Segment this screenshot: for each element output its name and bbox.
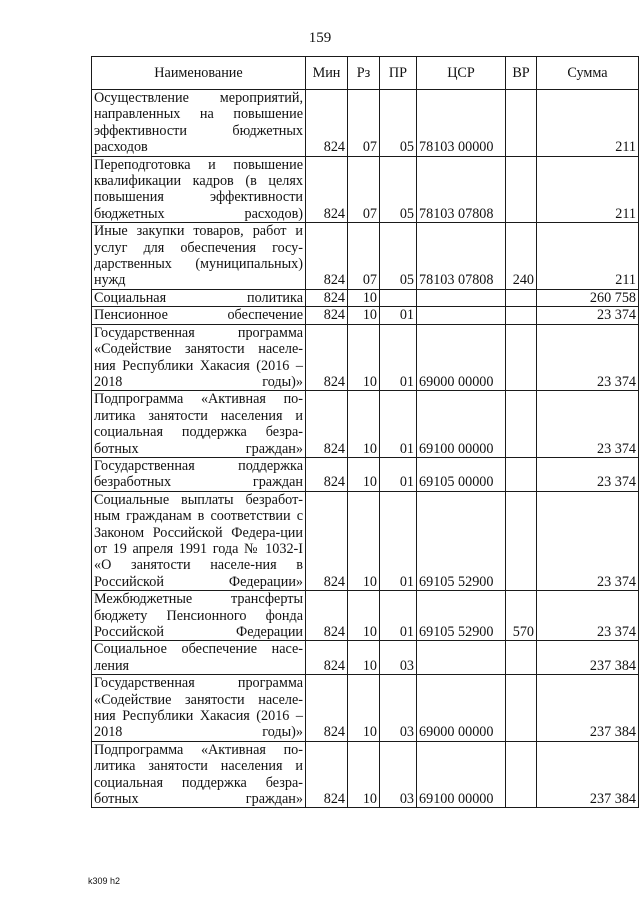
row-sum: 211 <box>537 223 639 290</box>
table-row <box>92 324 639 391</box>
row-vr <box>506 307 537 324</box>
row-sum: 211 <box>537 90 639 157</box>
row-pr: 03 <box>380 741 417 808</box>
row-vr <box>506 90 537 157</box>
row-rz: 10 <box>348 591 380 641</box>
row-csr <box>417 307 506 324</box>
row-csr: 69105 52900 <box>417 491 506 590</box>
row-pr: 05 <box>380 156 417 223</box>
row-name: Иные закупки товаров, работ и услуг для обеспечения госу-дарственных (муниципальных) нужд <box>92 223 306 290</box>
row-pr: 01 <box>380 324 417 391</box>
header-name: Наименование <box>92 57 306 90</box>
row-rz: 10 <box>348 391 380 458</box>
row-name: Социальная политика <box>92 289 306 306</box>
row-vr: 240 <box>506 223 537 290</box>
row-name: Межбюджетные трансферты бюджету Пенсионного фонда Российской Федерации <box>92 591 306 641</box>
row-rz: 10 <box>348 307 380 324</box>
header-min: Мин <box>306 57 348 90</box>
table-row <box>92 307 639 324</box>
table-row <box>92 457 639 491</box>
row-csr: 69100 00000 <box>417 391 506 458</box>
row-min: 824 <box>306 591 348 641</box>
row-vr <box>506 491 537 590</box>
row-csr: 69105 00000 <box>417 457 506 491</box>
row-pr: 01 <box>380 391 417 458</box>
page-number: 159 <box>308 30 332 46</box>
row-vr <box>506 391 537 458</box>
row-vr <box>506 156 537 223</box>
table-body <box>92 90 639 808</box>
row-pr: 01 <box>380 457 417 491</box>
row-min: 824 <box>306 289 348 306</box>
row-rz: 07 <box>348 156 380 223</box>
row-name: Подпрограмма «Активная по-литика занятости населения и социальная поддержка безра-ботных граждан» <box>92 391 306 458</box>
row-vr <box>506 741 537 808</box>
row-csr: 69000 00000 <box>417 324 506 391</box>
row-rz: 10 <box>348 324 380 391</box>
row-csr: 78103 07808 <box>417 223 506 290</box>
table-header-row <box>92 57 639 90</box>
row-vr: 570 <box>506 591 537 641</box>
row-sum: 23 374 <box>537 324 639 391</box>
row-min: 824 <box>306 223 348 290</box>
row-sum: 23 374 <box>537 307 639 324</box>
row-sum: 260 758 <box>537 289 639 306</box>
row-name: Государственная поддержка безработных граждан <box>92 457 306 491</box>
row-min: 824 <box>306 307 348 324</box>
table-row <box>92 491 639 590</box>
row-min: 824 <box>306 491 348 590</box>
row-csr: 78103 07808 <box>417 156 506 223</box>
row-csr <box>417 641 506 675</box>
footer-code: k309 h2 <box>88 876 121 886</box>
row-sum: 23 374 <box>537 491 639 590</box>
row-csr: 69000 00000 <box>417 675 506 742</box>
row-pr: 05 <box>380 90 417 157</box>
row-pr <box>380 289 417 306</box>
table-row <box>92 641 639 675</box>
row-name: Осуществление мероприятий, направленных на повышение эффективности бюджетных расходов <box>92 90 306 157</box>
row-vr <box>506 324 537 391</box>
row-vr <box>506 641 537 675</box>
row-sum: 23 374 <box>537 391 639 458</box>
row-rz: 10 <box>348 675 380 742</box>
table-row <box>92 675 639 742</box>
row-min: 824 <box>306 391 348 458</box>
header-pr: ПР <box>380 57 417 90</box>
row-rz: 10 <box>348 289 380 306</box>
row-vr <box>506 675 537 742</box>
table-row <box>92 90 639 157</box>
row-csr: 69100 00000 <box>417 741 506 808</box>
row-min: 824 <box>306 457 348 491</box>
budget-table <box>91 56 639 808</box>
row-sum: 23 374 <box>537 591 639 641</box>
row-vr <box>506 289 537 306</box>
table-row <box>92 741 639 808</box>
row-min: 824 <box>306 641 348 675</box>
row-pr: 01 <box>380 491 417 590</box>
row-min: 824 <box>306 156 348 223</box>
row-pr: 03 <box>380 641 417 675</box>
row-name: Подпрограмма «Активная по-литика занятости населения и социальная поддержка безра-ботных граждан» <box>92 741 306 808</box>
row-name: Государственная программа «Содействие занятости населе-ния Республики Хакасия (2016 – 2018 годы)» <box>92 324 306 391</box>
row-sum: 23 374 <box>537 457 639 491</box>
header-sum: Сумма <box>537 57 639 90</box>
row-rz: 07 <box>348 223 380 290</box>
row-pr: 05 <box>380 223 417 290</box>
row-csr: 78103 00000 <box>417 90 506 157</box>
header-vr: ВР <box>506 57 537 90</box>
row-csr <box>417 289 506 306</box>
row-sum: 237 384 <box>537 675 639 742</box>
table-row <box>92 223 639 290</box>
table-row <box>92 289 639 306</box>
table-row <box>92 391 639 458</box>
row-rz: 07 <box>348 90 380 157</box>
row-min: 824 <box>306 675 348 742</box>
header-csr: ЦСР <box>417 57 506 90</box>
table-row <box>92 156 639 223</box>
row-csr: 69105 52900 <box>417 591 506 641</box>
row-min: 824 <box>306 90 348 157</box>
row-min: 824 <box>306 324 348 391</box>
row-name: Социальные выплаты безработ-ным гражданам в соответствии с Законом Российской Федера-ции от 19 апреля 1991 года № 1032-I «О занятости населе-ния в Российской Федерации» <box>92 491 306 590</box>
row-vr <box>506 457 537 491</box>
row-name: Государственная программа «Содействие занятости населе-ния Республики Хакасия (2016 – 2018 годы)» <box>92 675 306 742</box>
row-sum: 211 <box>537 156 639 223</box>
row-name: Переподготовка и повышение квалификации кадров (в целях повышения эффективности бюджетных расходов) <box>92 156 306 223</box>
row-pr: 01 <box>380 591 417 641</box>
row-pr: 01 <box>380 307 417 324</box>
row-rz: 10 <box>348 491 380 590</box>
row-name: Социальное обеспечение насе-ления <box>92 641 306 675</box>
header-rz: Рз <box>348 57 380 90</box>
table-row <box>92 591 639 641</box>
row-pr: 03 <box>380 675 417 742</box>
row-sum: 237 384 <box>537 741 639 808</box>
row-rz: 10 <box>348 741 380 808</box>
row-min: 824 <box>306 741 348 808</box>
row-sum: 237 384 <box>537 641 639 675</box>
row-name: Пенсионное обеспечение <box>92 307 306 324</box>
row-rz: 10 <box>348 641 380 675</box>
row-rz: 10 <box>348 457 380 491</box>
